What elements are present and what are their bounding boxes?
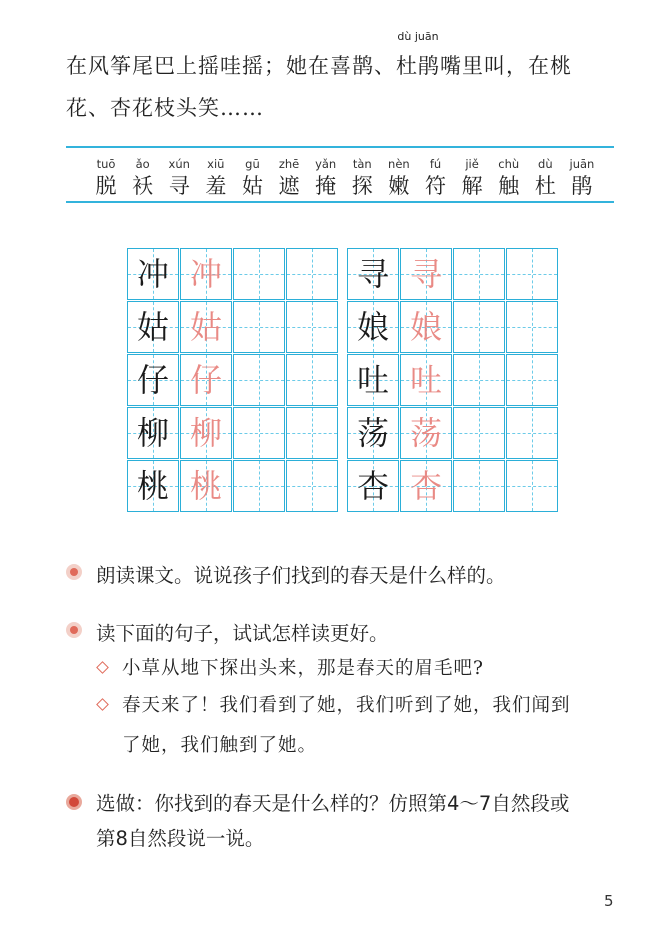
vocab-top-rule [66, 146, 614, 148]
grid-cell [453, 460, 505, 512]
vocab-character: 羞 [205, 174, 227, 198]
vocab-character: 探 [351, 174, 373, 198]
exercise-3-line-2: 第8自然段说一说。 [96, 827, 265, 850]
vocab-pinyin: gū [245, 157, 260, 171]
ruby-pinyin: dù juān [397, 30, 439, 43]
grid-cell [453, 301, 505, 353]
tracing-character: 桃 [189, 467, 222, 505]
vocab-pinyin: xún [168, 157, 190, 171]
passage-line-2: 花、杏花枝头笑…… [66, 96, 264, 120]
tracing-character: 吐 [409, 361, 442, 399]
vocab-pinyin: juān [569, 157, 595, 171]
grid-cell [506, 301, 558, 353]
grid-cell [233, 407, 285, 459]
model-character: 仔 [136, 361, 169, 399]
vocab-pinyin: nèn [388, 157, 410, 171]
vocab-bottom-rule [66, 201, 614, 203]
vocab-item [308, 156, 344, 200]
tracing-character: 杏 [409, 467, 442, 505]
vocab-item [417, 156, 453, 200]
vocab-item [454, 156, 490, 200]
vocab-character: 鹃 [571, 174, 593, 198]
model-character: 柳 [136, 414, 169, 452]
tracing-character: 寻 [409, 255, 442, 293]
exercise-3-line-1: 选做：你找到的春天是什么样的？仿照第4～7自然段或 [96, 792, 570, 815]
tracing-character: 仔 [189, 361, 222, 399]
vocab-pinyin: dù [538, 157, 553, 171]
grid-cell [233, 460, 285, 512]
tracing-character: 柳 [189, 414, 222, 452]
vocab-character: 杜 [534, 174, 556, 198]
exercise-2-text: 读下面的句子，试试怎样读更好。 [96, 622, 389, 645]
grid-cell [506, 354, 558, 406]
vocab-pinyin: xiū [207, 157, 225, 171]
vocab-character: 解 [461, 174, 483, 198]
model-character: 姑 [136, 308, 169, 346]
vocab-pinyin: yǎn [315, 157, 337, 171]
vocab-item [125, 156, 161, 200]
model-character: 荡 [356, 414, 389, 452]
exercise-optional-bullet-icon [66, 794, 82, 810]
tracing-character: 姑 [189, 308, 222, 346]
grid-cell [286, 301, 338, 353]
grid-cell [506, 248, 558, 300]
diamond-bullet-icon [96, 661, 109, 674]
exercise-bullet-icon [66, 564, 82, 580]
ruby-characters: 杜鹃 [396, 54, 440, 78]
vocab-item [234, 156, 270, 200]
grid-cell [506, 407, 558, 459]
vocab-item [564, 156, 600, 200]
vocab-pinyin: fú [429, 157, 442, 171]
vocab-pinyin: jiě [465, 157, 479, 171]
grid-cell [506, 460, 558, 512]
vocab-item [161, 156, 197, 200]
tracing-character: 冲 [189, 255, 222, 293]
passage-text: 在风筝尾巴上摇哇摇；她在喜鹊、 [66, 54, 396, 78]
grid-cell [453, 354, 505, 406]
vocab-character: 掩 [315, 174, 337, 198]
vocab-item [88, 156, 124, 200]
vocab-pinyin: chù [498, 157, 520, 171]
model-character: 吐 [356, 361, 389, 399]
grid-cell [453, 248, 505, 300]
exercise-2-sentence-2-line-2: 了她，我们触到了她。 [122, 735, 318, 756]
model-character: 冲 [136, 255, 169, 293]
passage-text: 嘴里叫，在桃 [440, 54, 572, 78]
vocab-character: 袄 [132, 174, 154, 198]
vocab-item [491, 156, 527, 200]
model-character: 桃 [136, 467, 169, 505]
vocab-character: 寻 [168, 174, 190, 198]
grid-cell [233, 248, 285, 300]
exercise-1-text: 朗读课文。说说孩子们找到的春天是什么样的。 [96, 564, 506, 587]
grid-cell [286, 460, 338, 512]
writing-grid [127, 248, 551, 514]
grid-cell [286, 354, 338, 406]
vocab-item [271, 156, 307, 200]
exercise-bullet-icon [66, 622, 82, 638]
exercise-2-sentence-1: 小草从地下探出头来，那是春天的眉毛吧? [122, 658, 484, 679]
model-character: 杏 [356, 467, 389, 505]
model-character: 娘 [356, 308, 389, 346]
vocab-item [527, 156, 563, 200]
vocab-pinyin: zhē [278, 157, 300, 171]
ruby-word [396, 30, 440, 80]
tracing-character: 娘 [409, 308, 442, 346]
vocab-item [381, 156, 417, 200]
vocab-character: 遮 [278, 174, 300, 198]
vocab-item [344, 156, 380, 200]
grid-cell [453, 407, 505, 459]
page-number: 5 [604, 892, 614, 910]
vocab-character: 姑 [241, 174, 263, 198]
vocab-character: 触 [498, 174, 520, 198]
diamond-bullet-icon [96, 698, 109, 711]
grid-cell [286, 407, 338, 459]
grid-cell [286, 248, 338, 300]
vocab-character: 符 [424, 174, 446, 198]
model-character: 寻 [356, 255, 389, 293]
vocab-item [198, 156, 234, 200]
grid-cell [233, 301, 285, 353]
grid-cell [233, 354, 285, 406]
vocab-list [88, 156, 600, 200]
exercise-2-sentence-2-line-1: 春天来了！我们看到了她，我们听到了她，我们闻到 [122, 695, 571, 716]
vocab-character: 脱 [95, 174, 117, 198]
passage-line-1 [66, 30, 572, 80]
vocab-pinyin: ǎo [135, 157, 150, 171]
tracing-character: 荡 [409, 414, 442, 452]
vocab-character: 嫩 [388, 174, 410, 198]
vocab-pinyin: tuō [96, 157, 116, 171]
vocab-pinyin: tàn [352, 157, 372, 171]
